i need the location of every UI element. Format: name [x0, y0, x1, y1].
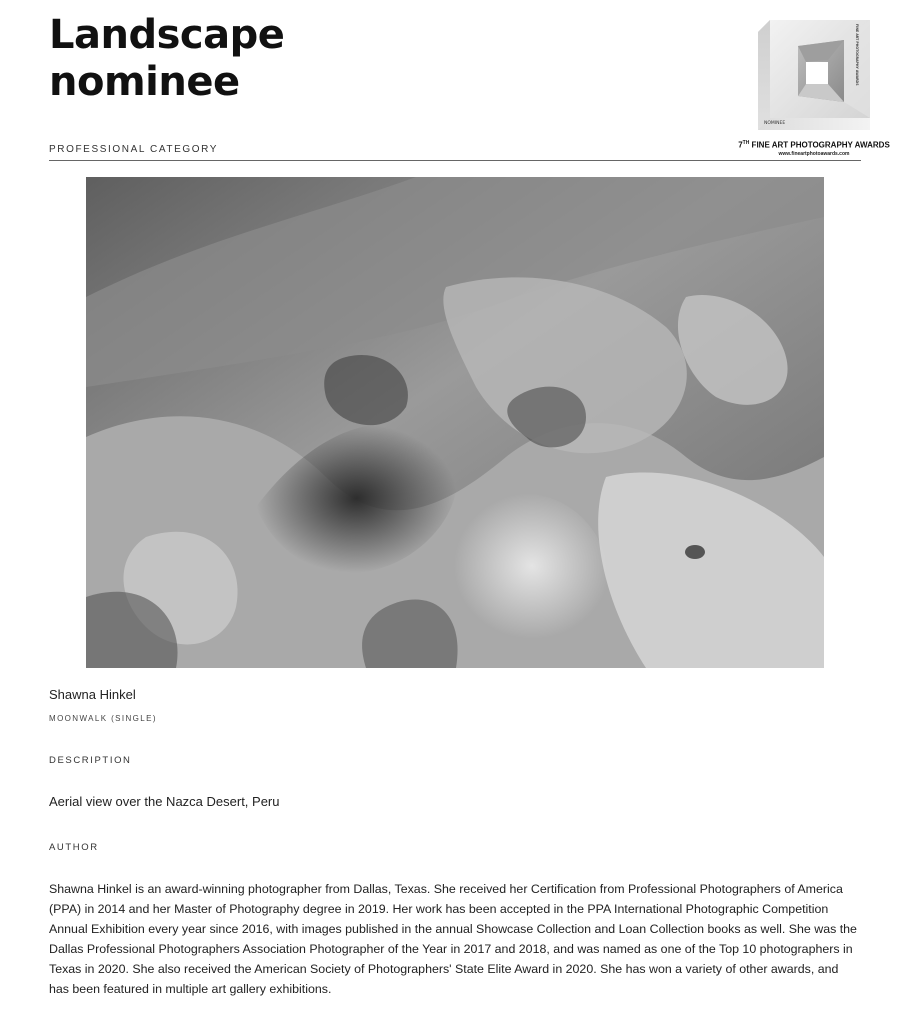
page-title	[49, 12, 284, 106]
page-title-line2: nominee	[49, 59, 240, 105]
category-label: PROFESSIONAL CATEGORY	[49, 144, 219, 155]
badge-award-suffix: TH	[742, 140, 750, 146]
badge-vertical-text: FINE ART PHOTOGRAPHY AWARDS	[855, 24, 859, 86]
award-badge	[738, 18, 890, 160]
badge-award-title: FINE ART PHOTOGRAPHY AWARDS	[749, 140, 890, 150]
nominee-photo	[86, 177, 824, 668]
badge-nominee-text: NOMINEE	[764, 121, 786, 126]
page-title-line1: Landscape	[49, 12, 285, 58]
description-label: DESCRIPTION	[49, 755, 132, 766]
description-text: Aerial view over the Nazca Desert, Peru	[49, 794, 280, 809]
author-bio: Shawna Hinkel is an award-winning photographer from Dallas, Texas. She received her Certification from Professional Photographers of America (PPA) in 2014 and her Master of Photography degree in 2019. Her work has been accepted in the PPA International Photographic Competition Annual Exhibition every year since 2016, with images published in the annual Showcase Collection and Loan Collection books as well. She was the Dallas Professional Photographers Association Photographer of the Year in 2017 and 2018, and was named as one of the Top 10 photographers in Texas in 2020. She also received the American Society of Photographers' State Elite Award in 2020. She has won a variety of other awards, and has been featured in multiple art gallery exhibitions.	[49, 882, 857, 996]
badge-award-name	[738, 140, 890, 150]
author-label: AUTHOR	[49, 842, 99, 853]
award-badge-logo	[758, 18, 870, 130]
author-name: Shawna Hinkel	[49, 687, 136, 702]
badge-award-number: 7	[738, 140, 743, 150]
badge-website: www.fineartphotoawards.com	[778, 151, 850, 157]
header-divider	[49, 160, 861, 161]
work-title: MOONWALK (SINGLE)	[49, 714, 157, 723]
